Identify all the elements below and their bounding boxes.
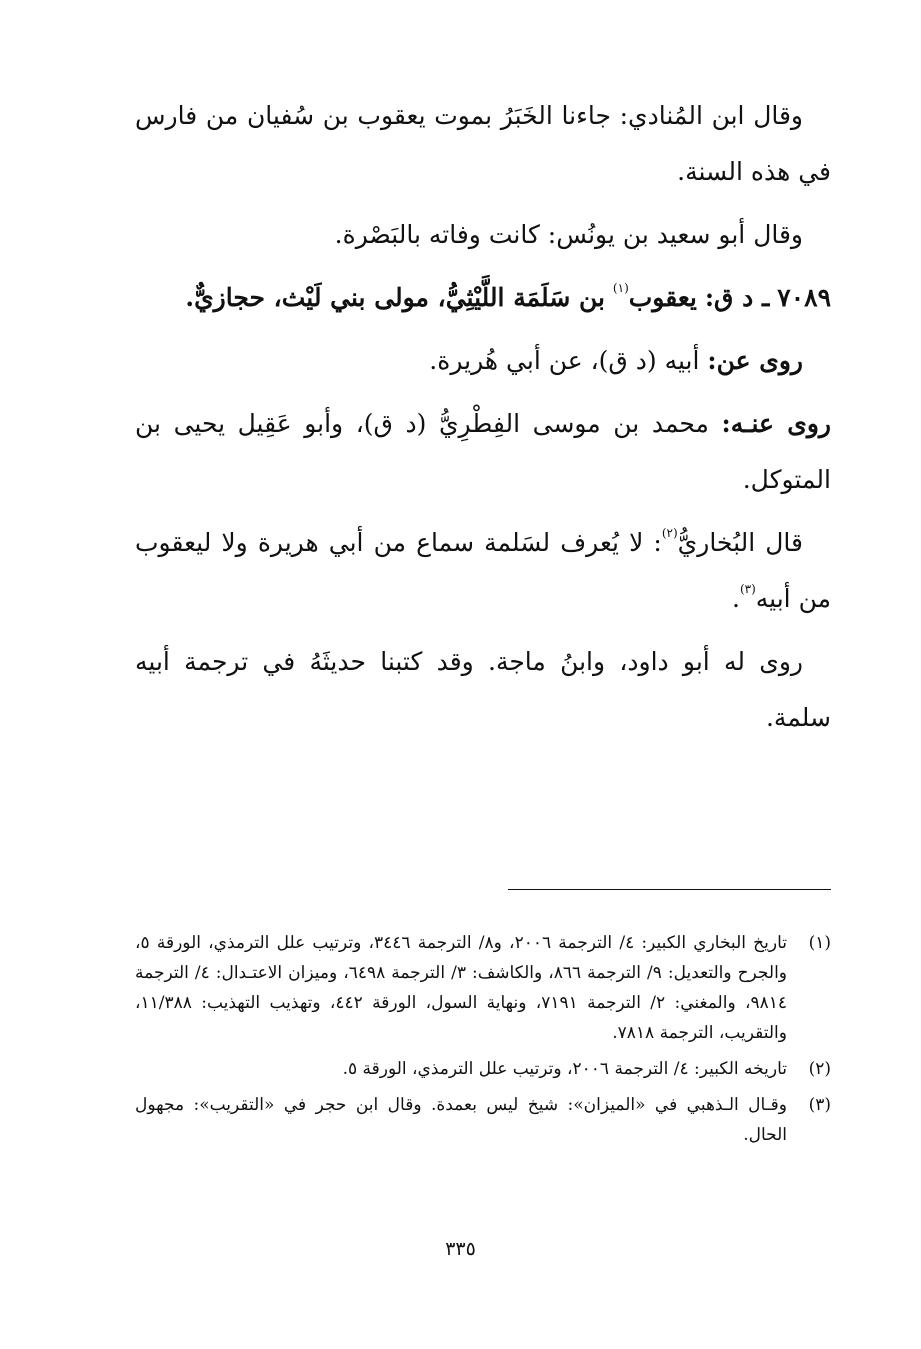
paragraph-text: أبيه (د ق)، عن أبي هُريرة. <box>429 346 700 375</box>
entry-name: يعقوب <box>628 283 697 312</box>
narrated-by-label: روى عنـه: <box>721 409 831 438</box>
paragraph-text-end: . <box>731 584 740 613</box>
footnote-number: (٢) <box>808 1059 831 1079</box>
narrated-from-label: روى عن: <box>707 346 803 375</box>
footnote-ref-2[interactable]: (٢) <box>661 526 678 540</box>
paragraph-narrated-for <box>135 634 831 746</box>
entry-number: ٧٠٨٩ <box>777 283 831 312</box>
footnote-number: (٣) <box>808 1095 831 1115</box>
footnotes <box>135 928 831 1156</box>
paragraph-ibn-almunadi <box>135 88 831 200</box>
paragraph-text: محمد بن موسى الفِطْرِيُّ (د ق)، وأبو عَقِيل يحيى بن المتوكل. <box>135 409 831 494</box>
entry-symbols: ـ د ق: <box>704 283 770 312</box>
paragraph-text: وقال أبو سعيد بن يونُس: كانت وفاته بالبَصْرة. <box>334 220 803 249</box>
footnote-text: وقـال الـذهبي في «الميزان»: شيخ ليس بعمدة. وقال ابن حجر في «التقريب»: مجهول الحال. <box>135 1095 787 1145</box>
entry-heading <box>135 270 831 326</box>
paragraph-text: وقال ابن المُنادي: جاءنا الخَبَرُ بموت يعقوب بن سُفيان من فارس في هذه السنة. <box>135 101 831 186</box>
paragraph-narrated-by <box>135 396 831 508</box>
paragraph-text-start: قال البُخاريُّ <box>677 528 803 557</box>
main-text <box>135 88 831 753</box>
footnote-text: تاريخه الكبير: ٤/ الترجمة ٢٠٠٦، وترتيب علل الترمذي، الورقة ٥. <box>342 1059 787 1079</box>
paragraph-ibn-yunus <box>135 207 831 263</box>
entry-name-rest: بن سَلَمَة اللَّيْثِيُّ، مولى بني لَيْث، حجازيٌّ. <box>185 283 605 312</box>
footnote-ref-3[interactable]: (٣) <box>739 582 756 596</box>
footnote-divider <box>508 889 831 890</box>
footnote-number: (١) <box>808 933 831 953</box>
footnote-1 <box>135 928 831 1048</box>
paragraph-narrated-from <box>135 333 831 389</box>
page-number: ٣٣٥ <box>445 1238 476 1260</box>
paragraph-text-middle: : لا يُعرف لسَلمة سماع من أبي هريرة ولا ليعقوب من أبيه <box>135 528 831 613</box>
paragraph-bukhari <box>135 515 831 627</box>
footnote-text: تاريخ البخاري الكبير: ٤/ الترجمة ٢٠٠٦، و٨/ الترجمة ٣٤٤٦، وترتيب علل الترمذي، الورقة ٥، والجرح والتعديل: ٩/ الترجمة ٨٦٦، والكاشف: ٣/ الترجمة ٦٤٩٨، وميزان الاعتـدال: ٤/ الترجمة ٩٨١٤، والمغني: ٢/ الترجمة ٧١٩١، ونهاية السول، الورقة ٤٤٢، وتهذيب التهذيب: ١١/٣٨٨، والتقريب، الترجمة ٧٨١٨. <box>135 933 788 1043</box>
footnote-2 <box>135 1054 831 1084</box>
paragraph-text: روى له أبو داود، وابنُ ماجة. وقد كتبنا حديثَهُ في ترجمة أبيه سلمة. <box>135 647 831 732</box>
footnote-3 <box>135 1090 831 1150</box>
footnote-ref-1[interactable]: (١) <box>612 281 629 295</box>
